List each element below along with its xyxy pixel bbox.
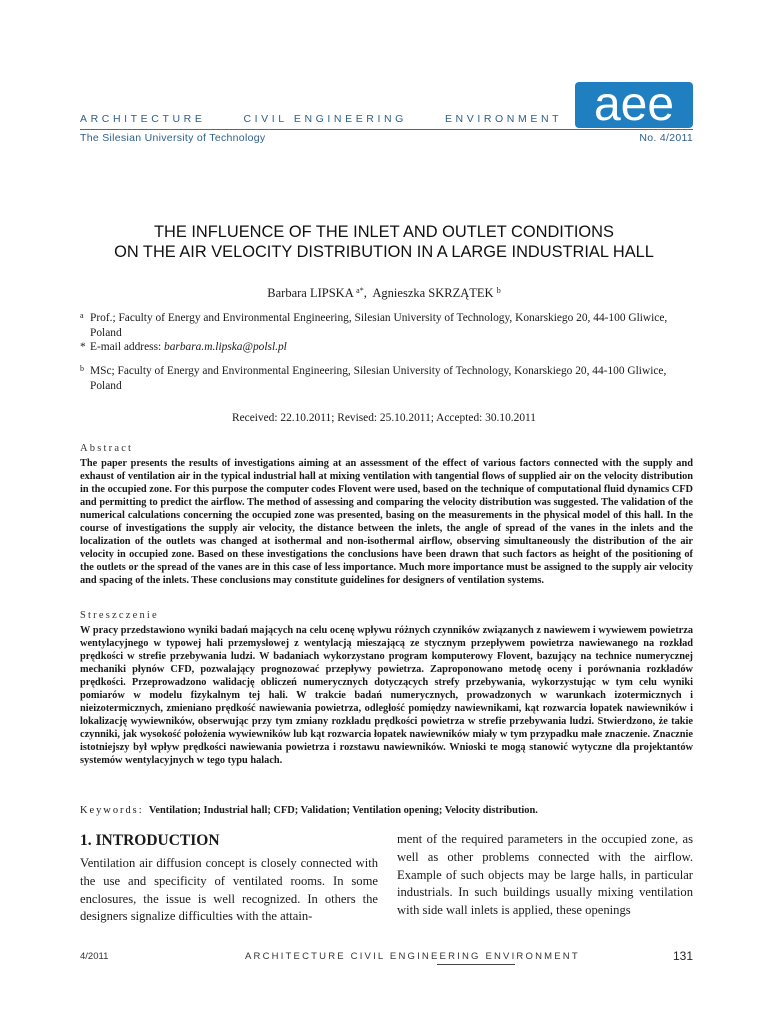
footer-journal-name	[245, 951, 580, 962]
received-dates: Received: 22.10.2011; Revised: 25.10.2011; Accepted: 30.10.2011	[231, 412, 536, 424]
corresponding-email	[80, 340, 696, 355]
footer-issue: 4/2011	[80, 951, 109, 962]
header-word-architecture: ARCHITECTURE	[80, 113, 206, 125]
journal-section-header	[80, 113, 562, 125]
author-separator: ,	[363, 286, 367, 300]
author-1-name: Barbara LIPSKA	[267, 286, 354, 300]
affiliation-b-text: MSc; Faculty of Energy and Environmental Engineering, Silesian University of Technology, Konarskiego 20, 44-100 Gliwice, Poland	[90, 365, 667, 392]
affiliation-a-text: Prof.; Faculty of Energy and Environmental Engineering, Silesian University of Technology, Konarskiego 20, 44-100 Gliwice, Poland	[90, 312, 668, 339]
logo-text: aee	[593, 82, 675, 128]
affiliation-b: b MSc; Faculty of Energy and Environmental Engineering, Silesian University of Technology, Konarskiego 20, 44-100 Gliwice, Poland	[80, 364, 696, 394]
author-2-marker: b	[496, 286, 501, 295]
footer-underline	[437, 964, 515, 965]
body-column-right: ment of the required parameters in the occupied zone, as well as other problems connected with the airflow. Example of such objects may be large halls, in particular industrials. In such buildings usually mixing ventilation with side wall inlets is applied, these openings	[397, 832, 693, 918]
email-link[interactable]: barbara.m.lipska@polsl.pl	[164, 341, 287, 353]
title-line-2: ON THE AIR VELOCITY DISTRIBUTION IN A LARGE INDUSTRIAL HALL	[114, 243, 654, 261]
body-column-left: Ventilation air diffusion concept is closely connected with the use and specificity of ventilated rooms. In some enclosures, the issue is well recognized. In others the designers signalize difficulties with the attain-	[80, 856, 378, 924]
abstract-text: The paper presents the results of investigations aiming at an assessment of the effect of various factors connected with the supply and exhaust of ventilation air in the typical industrial hall at mixing ventilation with tangential flows of supplied air on the velocity distribution in the occupied zone. For this purpose the computer codes Flovent were used, based on the technique of computational fluid dynamics CFD and permitting to predict the airflow. The method of assessing and comparing the velocity distribution was suggested. The validation of the numerical calculations concerning the occupied zone was presented, basing on the measurements in the physical model of this hall. In the course of investigations the supply air velocity, the distance between the inlets, the angle of spread of the vanes in the inlets and the localization of the outlets was changed at isothermal and non-isothermal airflow, observing simultaneously the distribution of the air velocity in occupied zone. Based on these investigations the conclusions have been drawn that such factors as height of the positioning of the outlets or the spread of the vanes are in this case of less importance. Much more importance must be assigned to the supply air velocity and spacing of the inlets. These conclusions may constitute guidelines for designers of ventilation systems.	[80, 458, 693, 587]
header-rule	[80, 129, 693, 130]
header-word-environment: ENVIRONMENT	[444, 113, 563, 125]
author-list	[0, 286, 768, 301]
author-2-name: Agnieszka SKRZĄTEK	[372, 286, 494, 300]
email-label: E-mail address:	[90, 341, 162, 353]
keywords-label: Keywords:	[80, 805, 144, 816]
keywords-value: Ventilation; Industrial hall; CFD; Validation; Ventilation opening; Velocity distribution.	[148, 805, 538, 816]
header-word-civil-engineering: CIVIL ENGINEERING	[243, 113, 407, 125]
abstract-heading: Abstract	[80, 443, 134, 454]
journal-logo	[575, 82, 693, 128]
author-1-marker: a*	[356, 286, 364, 295]
keywords	[80, 805, 538, 816]
university-name: The Silesian University of Technology	[80, 132, 266, 144]
footer-journal-part: ARCHITECTURE CIVIL ENGINEERING	[245, 951, 486, 962]
email-marker: *	[80, 341, 86, 353]
paper-title	[60, 222, 708, 262]
page-number: 131	[672, 949, 693, 963]
affiliation-a: a Prof.; Faculty of Energy and Environmental Engineering, Silesian University of Technology, Konarskiego 20, 44-100 Gliwice, Poland	[80, 311, 696, 341]
issue-number: No. 4/2011	[639, 132, 693, 144]
footer-journal-environment: ENVIRONMENT	[485, 951, 580, 962]
streszczenie-text: W pracy przedstawiono wyniki badań mających na celu ocenę wpływu różnych czynników związanych z nawiewem i wywiewem powietrza wentylacyjnego w typowej hali przemysłowej z wentylacją mieszającą ze stycznym przepływem powietrza nawiewanego na rozkład prędkości w strefie przebywania ludzi. W badaniach wykorzystano program komputerowy Flovent, bazujący na technice numerycznej mechaniki płynów CFD, pozwalający prognozować przepływy powietrza. Zaproponowano metodę oceny i porównania rozkładów prędkości. Przeprowadzono walidację obliczeń numerycznych dotyczących strefy przebywania, wykorzystując w tym celu wyniki pomiarów w modelu fizykalnym tej hali. W trakcie badań numerycznych, prowadzonych w warunkach izotermicznych i nieizotermicznych, zmieniano prędkość nawiewania powietrza, odległość pomiędzy nawiewnikami, kąt rozwarcia łopatek nawiewników i lokalizację wywiewników, obserwując przy tym zmiany rozkładu prędkości powietrza w strefie przebywania ludzi. Stwierdzono, że takie czynniki, jak wysokość położenia wywiewników lub kąt rozwarcia łopatek nawiewników miały w tym przypadku małe znaczenie. Znacznie istotniejszy był wpływ prędkości nawiewania powietrza i rozstawu nawiewników. Wnioski te mogą stanowić wytyczne dla projektantów systemów wentylacyjnych w tego typu halach.	[80, 625, 693, 767]
title-line-1: THE INFLUENCE OF THE INLET AND OUTLET CONDITIONS	[154, 223, 614, 241]
streszczenie-heading: Streszczenie	[80, 610, 159, 621]
introduction-heading: 1. INTRODUCTION	[80, 832, 220, 849]
